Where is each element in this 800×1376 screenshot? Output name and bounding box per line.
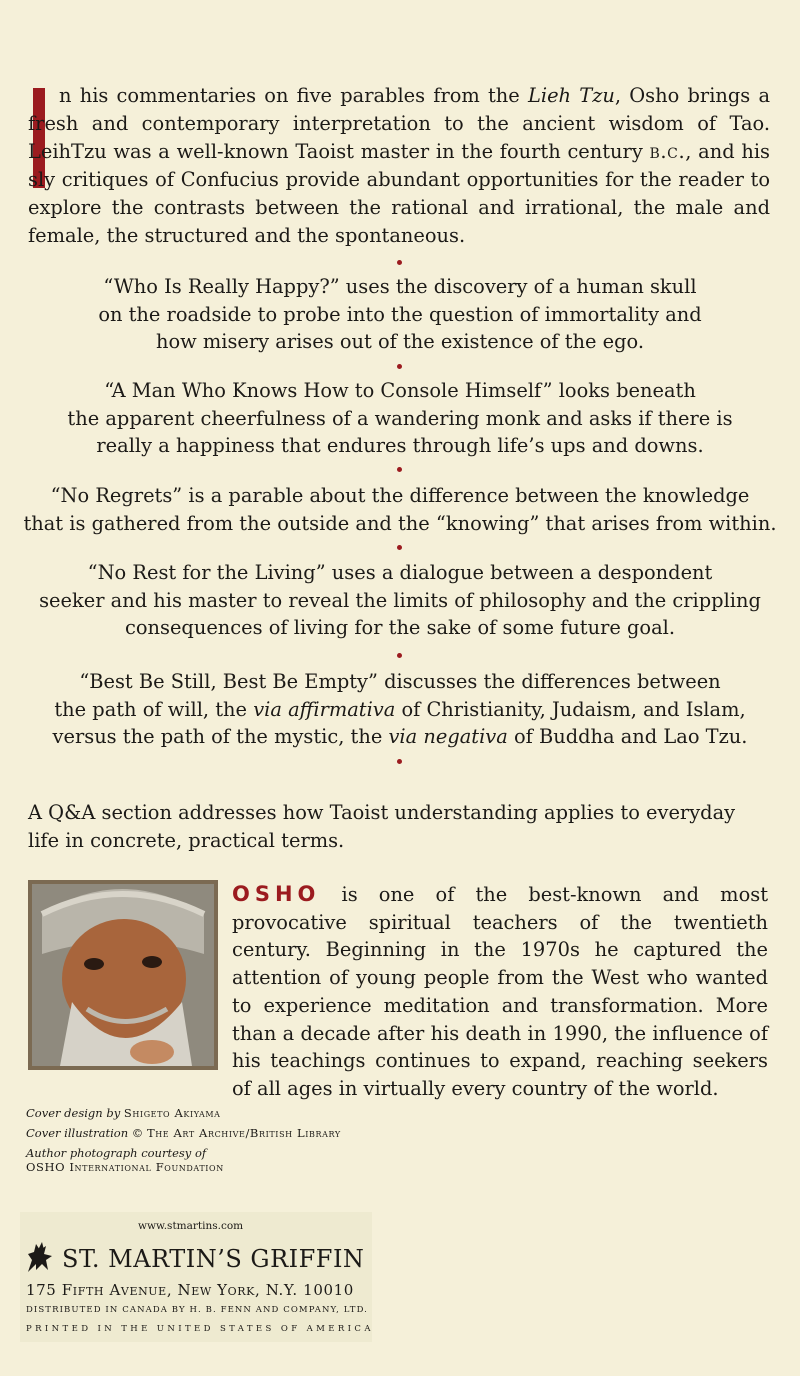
griffin-logo-icon: [24, 1240, 56, 1274]
divider-dot: [397, 545, 402, 550]
parable-line: that is gathered from the outside and the “knowing” that arises from within.: [23, 511, 777, 535]
publisher-name: ST. MARTIN’S GRIFFIN: [62, 1245, 365, 1273]
intro-paragraph: [28, 82, 770, 250]
credit-illustration: [26, 1126, 341, 1140]
author-portrait-illustration: [32, 884, 214, 1066]
parable-latin-term: via negativa: [388, 725, 508, 748]
author-bio: [232, 881, 768, 1103]
parable-line: [22, 696, 778, 724]
parable-no-rest: [22, 559, 778, 642]
parable-line: “No Rest for the Living” uses a dialogue between a despondent: [87, 561, 713, 584]
credit-label: Cover design by: [26, 1106, 124, 1120]
parable-text: of Christianity, Judaism, and Islam,: [395, 697, 746, 721]
divider-dot: [397, 364, 402, 369]
qa-paragraph: A Q&A section addresses how Taoist understanding applies to everyday life in concrete, practical terms.: [28, 801, 736, 852]
credit-design: [26, 1106, 341, 1120]
parable-text: of Buddha and Lao Tzu.: [507, 725, 748, 748]
parable-text: the path of will, the: [54, 697, 254, 721]
parable-line: consequences of living for the sake of some future goal.: [124, 616, 676, 639]
divider-dot: [397, 467, 402, 472]
divider-dot: [397, 759, 402, 764]
parable-line: “A Man Who Knows How to Console Himself” looks beneath: [104, 379, 696, 402]
credit-label: Author photograph courtesy of: [26, 1146, 207, 1160]
printed-note: PRINTED IN THE UNITED STATES OF AMERICA: [26, 1324, 374, 1334]
intro-text-1: n his commentaries on five parables from the: [59, 84, 528, 107]
publisher-address: 175 Fifth Avenue, New York, N.Y. 10010: [26, 1281, 354, 1299]
author-bio-text: is one of the best-known and most provocative spiritual teachers of the twentieth century. Beginning in the 1970s he captured the attention of young people from the West who wanted to experience meditation and transformation. More than a decade after his death in 1990, the influence of his teachings continues to expand, reaching seekers of all ages in virtually every country of the world.: [232, 883, 768, 1100]
credit-photo: [26, 1146, 341, 1160]
publisher-url[interactable]: www.stmartins.com: [138, 1220, 244, 1232]
credit-photo-name: [26, 1160, 341, 1174]
parable-console-himself: [22, 377, 778, 460]
credit-name: Shigeto Akiyama: [123, 1106, 221, 1120]
parable-line: [22, 723, 778, 751]
credit-label: Cover illustration ©: [26, 1126, 147, 1140]
intro-title-lieh-tzu: Lieh Tzu: [528, 84, 615, 107]
intro-bc: b.c.: [649, 140, 686, 163]
divider-dot: [397, 260, 402, 265]
parable-line: the apparent cheerfulness of a wandering monk and asks if there is: [67, 406, 733, 430]
credit-name: The Art Archive/British Library: [146, 1126, 341, 1140]
parable-line: really a happiness that endures through life’s ups and downs.: [96, 434, 704, 457]
parable-text: versus the path of the mystic, the: [52, 725, 389, 748]
parable-line: “Best Be Still, Best Be Empty” discusses the differences between: [79, 670, 721, 693]
author-name: OSHO: [232, 882, 321, 906]
parable-line: “No Regrets” is a parable about the difference between the knowledge: [50, 484, 750, 507]
parable-latin-term: via affirmativa: [253, 697, 396, 721]
intro-text-2: , Osho brings a fresh and contemporary interpretation to the ancient wisdom of Tao. LeihTzu was a well-known Taoist master in the fourth century: [28, 84, 771, 163]
parable-line: seeker and his master to reveal the limits of philosophy and the crippling: [39, 588, 761, 612]
divider-dot: [397, 653, 402, 658]
parable-who-is-really-happy: [22, 273, 778, 356]
parable-no-regrets: [22, 482, 778, 537]
intro-text-3: , and his sly critiques of Confucius provide abundant opportunities for the reader to explore the contrasts between the rational and irrational, the male and female, the structured and the spontaneous.: [28, 140, 771, 247]
parable-line: “Who Is Really Happy?” uses the discovery of a human skull: [103, 275, 697, 298]
author-photo: [32, 884, 214, 1066]
cover-credits: [26, 1106, 341, 1174]
credit-name: OSHO International Foundation: [26, 1160, 224, 1174]
distribution-note: DISTRIBUTED IN CANADA BY H. B. FENN AND COMPANY, LTD.: [26, 1305, 368, 1315]
parable-line: on the roadside to probe into the question of immortality and: [98, 302, 702, 326]
parable-line: how misery arises out of the existence of the ego.: [155, 330, 645, 353]
parable-best-be-still: [22, 668, 778, 751]
author-photo-frame: [28, 880, 218, 1070]
